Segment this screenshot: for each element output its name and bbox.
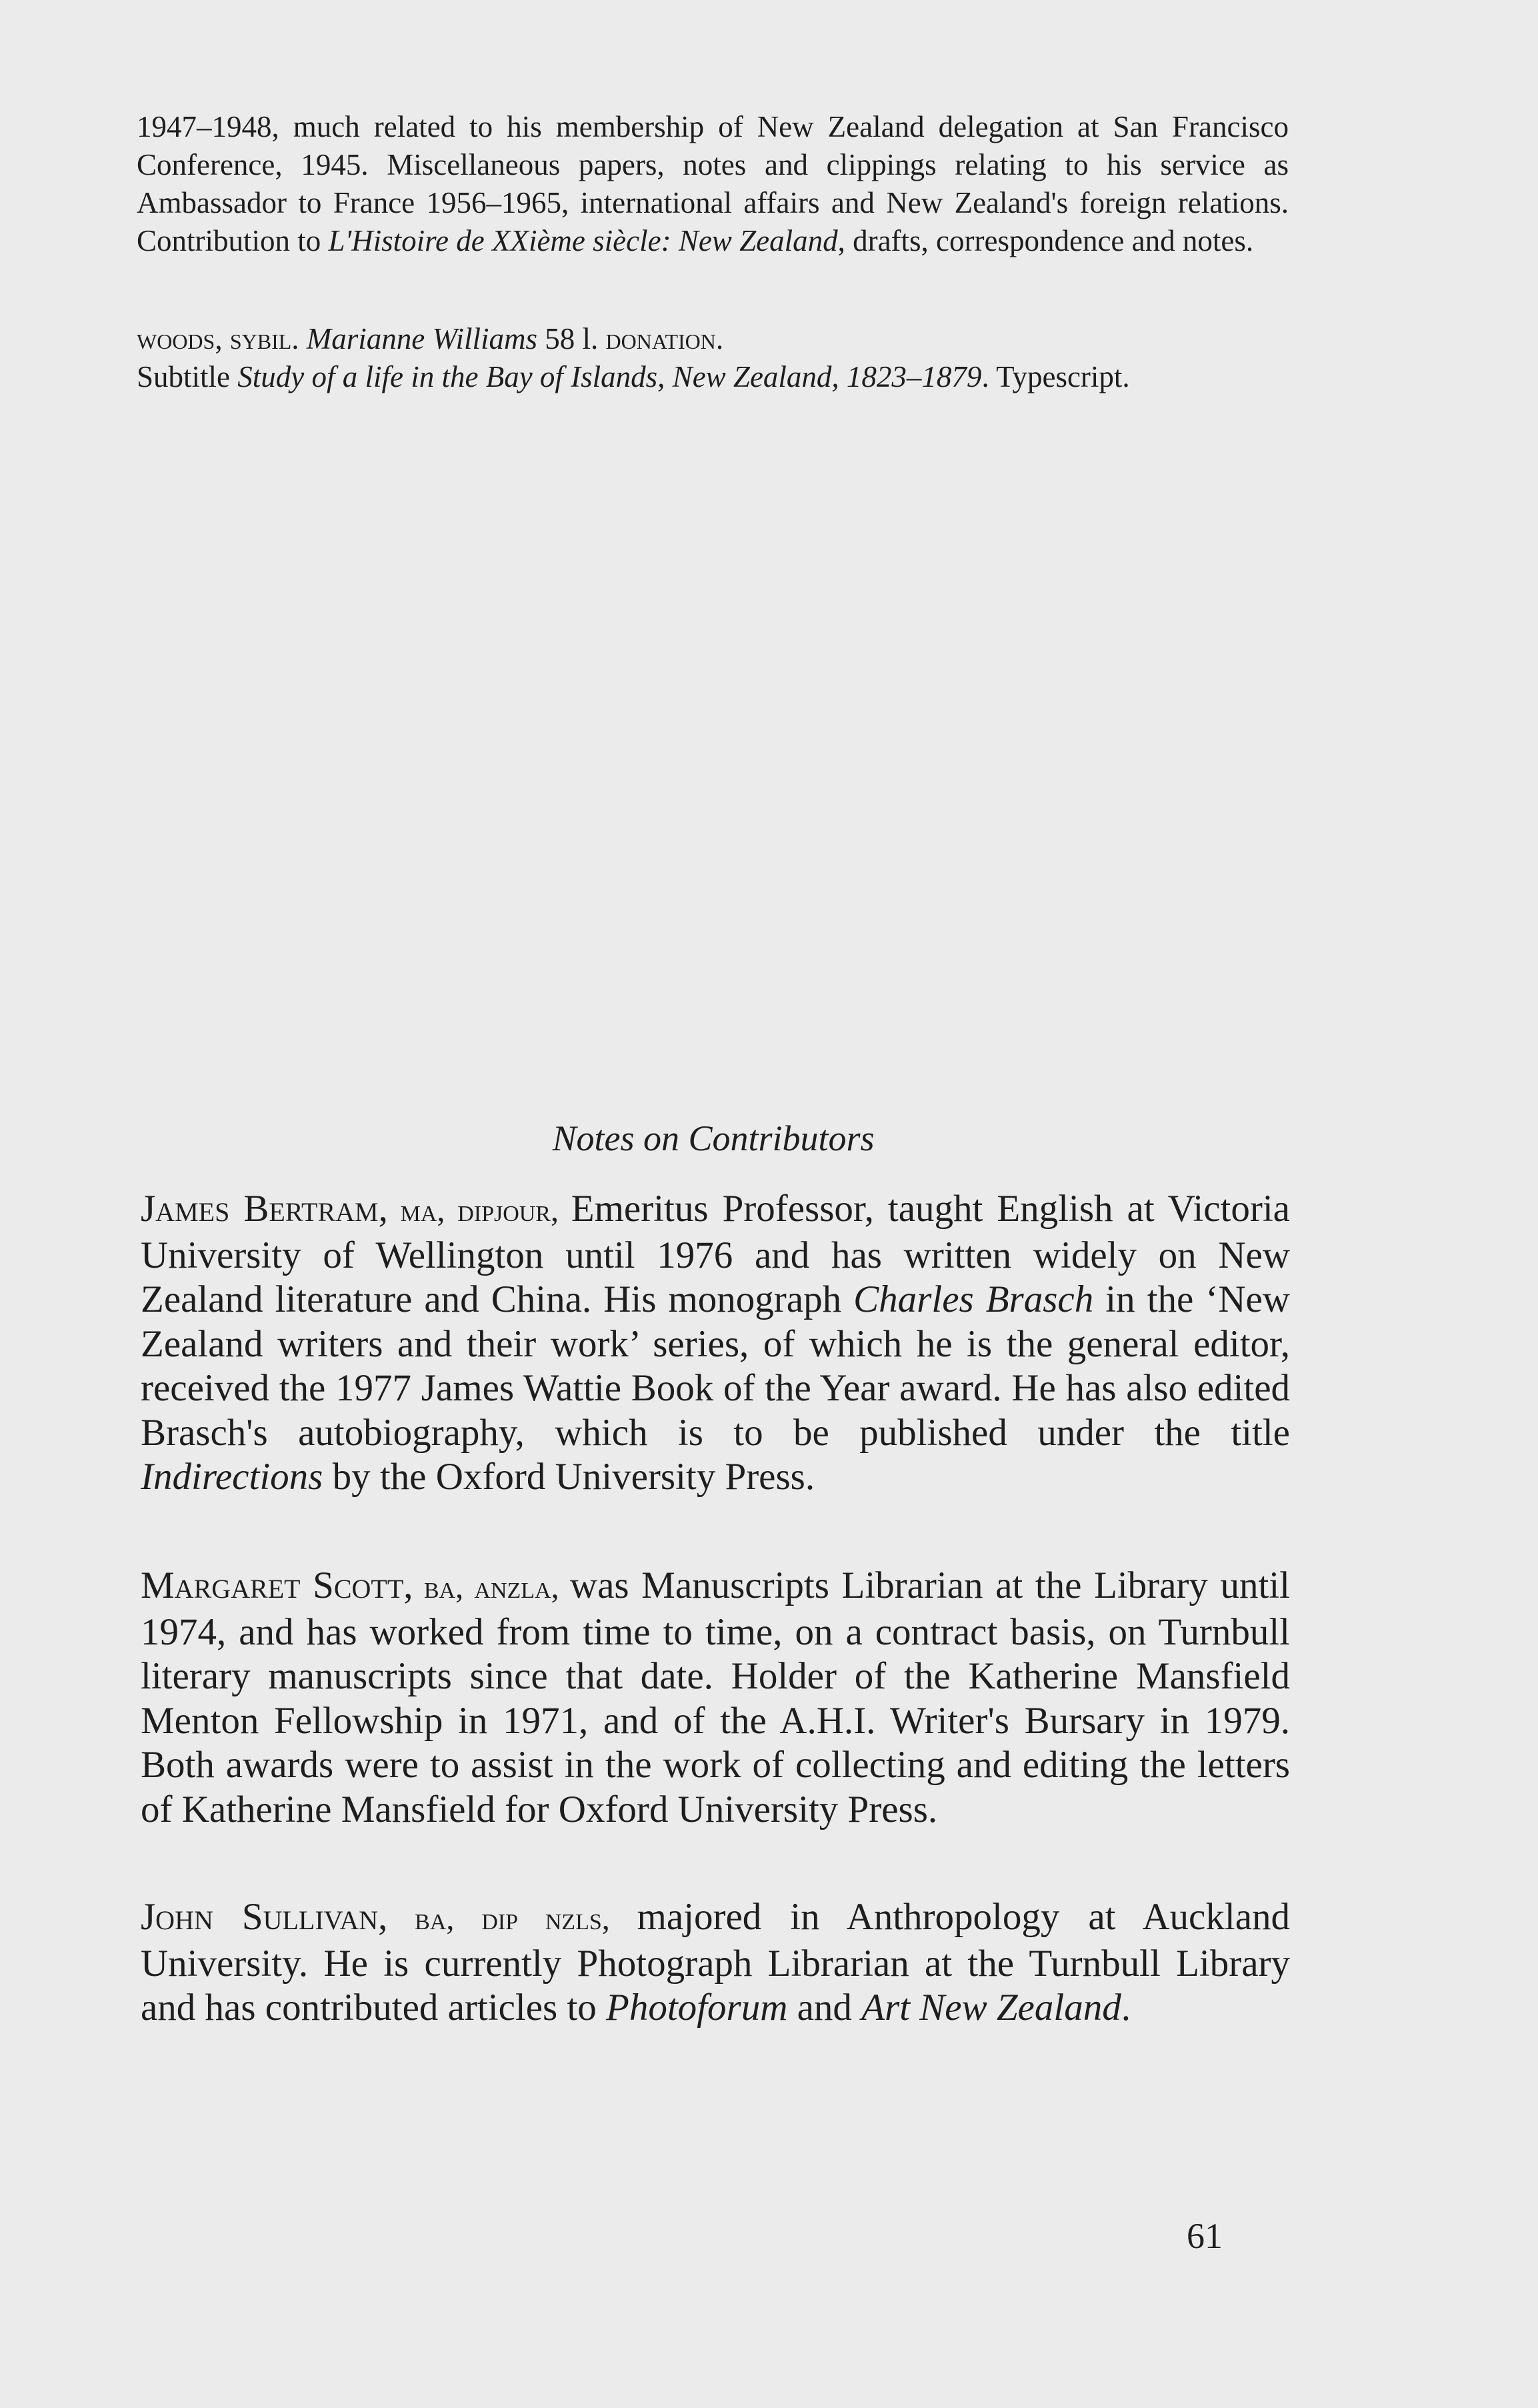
contributor-degrees: ba, anzla, <box>413 1570 570 1605</box>
contributor-text: and <box>787 1987 862 2029</box>
contributor-name: John Sullivan, <box>141 1896 388 1938</box>
archive-entry-paragraph <box>137 108 1289 260</box>
archive-entry-trailing-text: , drafts, correspondence and notes. <box>837 224 1254 257</box>
woods-entry-author: woods, sybil. <box>137 322 299 355</box>
contributor-text: Emeritus Professor, taught English at Victoria University of Wellington until 1976 and has written widely on New Zealand literature and China. His monograph <box>141 1188 1290 1320</box>
work-title: Photoforum <box>606 1987 788 2029</box>
contributor-degrees: ba, dip nzls, <box>387 1901 637 1937</box>
woods-entry-subtitle-line <box>137 358 1289 396</box>
woods-entry-subtitle-suffix: . Typescript. <box>981 360 1130 393</box>
contributor-bio-sullivan <box>141 1895 1290 2031</box>
contributor-bio-scott <box>141 1564 1290 1832</box>
woods-entry-acquisition: donation. <box>605 322 724 355</box>
contributor-text: . <box>1121 1987 1131 2029</box>
contributor-text: by the Oxford University Press. <box>323 1456 815 1498</box>
notes-heading: Notes on Contributors <box>552 1118 875 1158</box>
woods-entry-extent: 58 l. <box>537 322 606 355</box>
work-title: Art New Zealand <box>861 1987 1121 2029</box>
contributor-text: majored in Anthropology at Auckland University. He is currently Photograph Librarian at the Turnbull Library and has contributed articles to <box>141 1896 1290 2029</box>
woods-entry-title: Marianne Williams <box>306 322 538 355</box>
woods-entry-heading-line <box>137 320 1289 358</box>
contributor-name: Margaret Scott, <box>141 1564 413 1606</box>
work-title: Charles Brasch <box>853 1278 1094 1320</box>
woods-entry-subtitle: Study of a life in the Bay of Islands, New Zealand, 1823–1879 <box>237 360 982 393</box>
woods-entry <box>137 320 1289 396</box>
woods-entry-subtitle-prefix: Subtitle <box>137 360 238 393</box>
work-title: Indirections <box>141 1456 323 1498</box>
archive-entry-text: 1947–1948, much related to his membership of New Zealand delegation at San Francisco Conference, 1945. Miscellaneous papers, notes and clippings relating to his service as Ambassador to France 1956–1965, international affairs and New Zealand's foreign relations. Contribution to <box>137 110 1289 257</box>
contributor-name: James Bertram, <box>141 1188 388 1230</box>
contributor-text: was Manuscripts Librarian at the Library until 1974, and has worked from time to time, on a contract basis, on Turnbull literary manuscripts since that date. Holder of the Katherine Mansfield Menton Fellowship in 1971, and of the A.H.I. Writer's Bursary in 1979. Both awards were to assist in the work of collecting and editing the letters of Katherine Mansfield for Oxford University Press. <box>141 1564 1291 1831</box>
page-number: 61 <box>1187 2216 1223 2256</box>
contribution-title: L'Histoire de XXième siècle: New Zealand <box>328 224 838 257</box>
contributor-text: in the ‘New Zealand writers and their work’ series, of which he is the general editor, received the 1977 James Wattie Book of the Year award. He has also edited Brasch's autobiography, which is to be published under the title <box>141 1278 1291 1454</box>
contributor-degrees: ma, dipjour, <box>387 1193 571 1228</box>
contributor-bio-bertram <box>141 1187 1290 1500</box>
